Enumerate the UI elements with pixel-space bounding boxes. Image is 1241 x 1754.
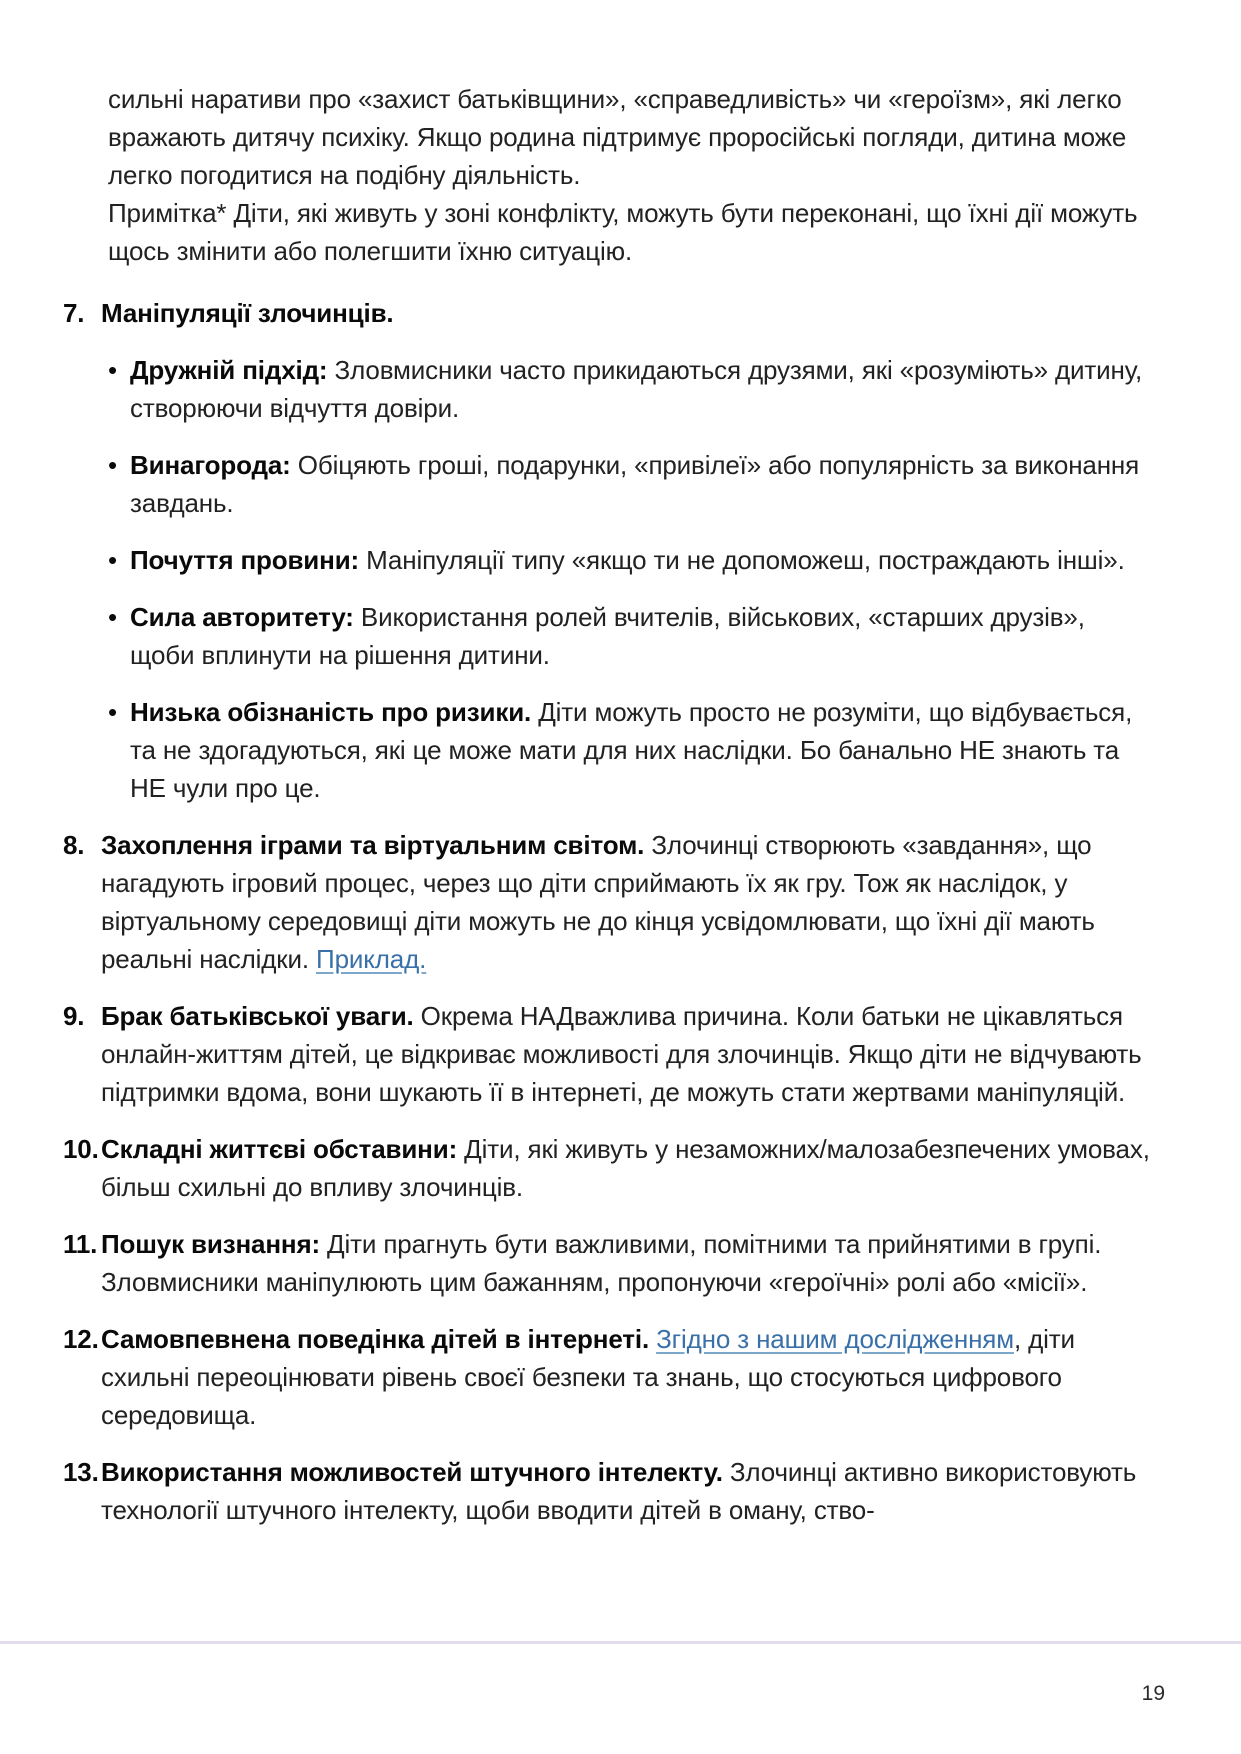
numbered-list: [63, 294, 1150, 1529]
page-number: 19: [1141, 1682, 1165, 1705]
bullet-text: Діти можуть просто не розуміти, що відбувається, та не здогадуються, які це може мати для них наслідки. Бо банально НЕ знають та НЕ чули про це.: [130, 697, 1133, 803]
example-link[interactable]: Приклад.: [316, 944, 427, 974]
bullet-text: Використання ролей вчителів, військових, «старших друзів», щоби вплинути на рішення дитини.: [130, 602, 1085, 670]
item-text: Діти прагнуть бути важливими, помітними та прийнятими в групі. Зловмисники маніпулюють цим бажанням, пропонуючи «героїчні» ролі або «місії».: [101, 1229, 1102, 1297]
item-title: Пошук визнання:: [101, 1229, 320, 1259]
bullet-dot-icon: •: [108, 545, 117, 575]
item-body: [101, 1453, 1150, 1529]
list-item-9: [63, 997, 1150, 1111]
item-body: [101, 997, 1150, 1111]
item-body: [101, 826, 1150, 978]
bullet-dot-icon: •: [108, 697, 117, 727]
list-item-12: [63, 1320, 1150, 1434]
bullet-item: [101, 541, 1150, 579]
item-number: 12.: [63, 1324, 99, 1354]
item-body: [101, 1130, 1150, 1206]
list-item-10: [63, 1130, 1150, 1206]
footer-divider: [0, 1641, 1241, 1644]
bullet-list: [101, 351, 1150, 807]
item-number: 13.: [63, 1457, 99, 1487]
item-body: [101, 1225, 1150, 1301]
bullet-title: Винагорода:: [130, 450, 291, 480]
bullet-text: Зловмисники часто прикидаються друзями, які «розуміють» дитину, створюючи відчуття довіри.: [130, 355, 1143, 423]
bullet-item: [101, 693, 1150, 807]
bullet-title: Сила авторитету:: [130, 602, 354, 632]
research-link[interactable]: Згідно з нашим дослідженням: [656, 1324, 1014, 1354]
list-item-11: [63, 1225, 1150, 1301]
item-text: Злочинці створюють «завдання», що нагадують ігровий процес, через що діти сприймають їх як гру. Тож як наслідок, у віртуальному середовищі діти можуть не до кінця усвідомлювати, що їхні дії мають реальні наслідки.: [101, 830, 1095, 974]
item-body: [101, 1320, 1150, 1434]
intro-continuation-paragraph: сильні наративи про «захист батьківщини», «справедливість» чи «героїзм», які легко вражають дитячу психіку. Якщо родина підтримує проросійські погляди, дитина може легко погодитися на подібну діяльність.: [108, 84, 1127, 190]
item-number: 8.: [63, 830, 85, 860]
bullet-item: [101, 598, 1150, 674]
bullet-title: Почуття провини:: [130, 545, 360, 575]
bullet-title: Дружній підхід:: [130, 355, 328, 385]
intro-block: [108, 80, 1150, 270]
item-body: [101, 294, 1150, 807]
item-number: 9.: [63, 1001, 85, 1031]
bullet-text: Маніпуляції типу «якщо ти не допоможеш, постраждають інші».: [359, 545, 1125, 575]
item-title: Брак батьківської уваги.: [101, 1001, 414, 1031]
item-text: Діти, які живуть у незаможних/малозабезпечених умовах, більш схильні до впливу злочинців.: [101, 1134, 1150, 1202]
item-title: Захоплення іграми та віртуальним світом.: [101, 830, 645, 860]
bullet-dot-icon: •: [108, 450, 117, 480]
list-item-7: [63, 294, 1150, 807]
item-text: Окрема НАДважлива причина. Коли батьки не цікавляться онлайн-життям дітей, це відкриває можливості для злочинців. Якщо діти не відчувають підтримки вдома, вони шукають її в інтернеті, де можуть стати жертвами маніпуляцій.: [101, 1001, 1142, 1107]
bullet-item: [101, 351, 1150, 427]
bullet-title: Низька обізнаність про ризики.: [130, 697, 532, 727]
item-number: 10.: [63, 1134, 99, 1164]
item-title: Маніпуляції злочинців.: [101, 298, 394, 328]
item-title: Складні життєві обставини:: [101, 1134, 458, 1164]
list-item-13: [63, 1453, 1150, 1529]
item-text: , діти схильні переоцінювати рівень своєї безпеки та знань, що стосуються цифрового середовища.: [101, 1324, 1075, 1430]
bullet-text: Обіцяють гроші, подарунки, «привілеї» або популярність за виконання завдань.: [130, 450, 1140, 518]
bullet-item: [101, 446, 1150, 522]
item-text: Злочинці активно використовують технології штучного інтелекту, щоби вводити дітей в оману, ство-: [101, 1457, 1137, 1525]
item-title: Використання можливостей штучного інтелекту.: [101, 1457, 723, 1487]
document-content: [63, 80, 1150, 1529]
note-paragraph: Примітка* Діти, які живуть у зоні конфлікту, можуть бути переконані, що їхні дії можуть щось змінити або полегшити їхню ситуацію.: [108, 198, 1138, 266]
item-number: 7.: [63, 298, 85, 328]
bullet-dot-icon: •: [108, 355, 117, 385]
bullet-dot-icon: •: [108, 602, 117, 632]
item-title: Самовпевнена поведінка дітей в інтернеті.: [101, 1324, 650, 1354]
item-number: 11.: [63, 1229, 98, 1259]
list-item-8: [63, 826, 1150, 978]
